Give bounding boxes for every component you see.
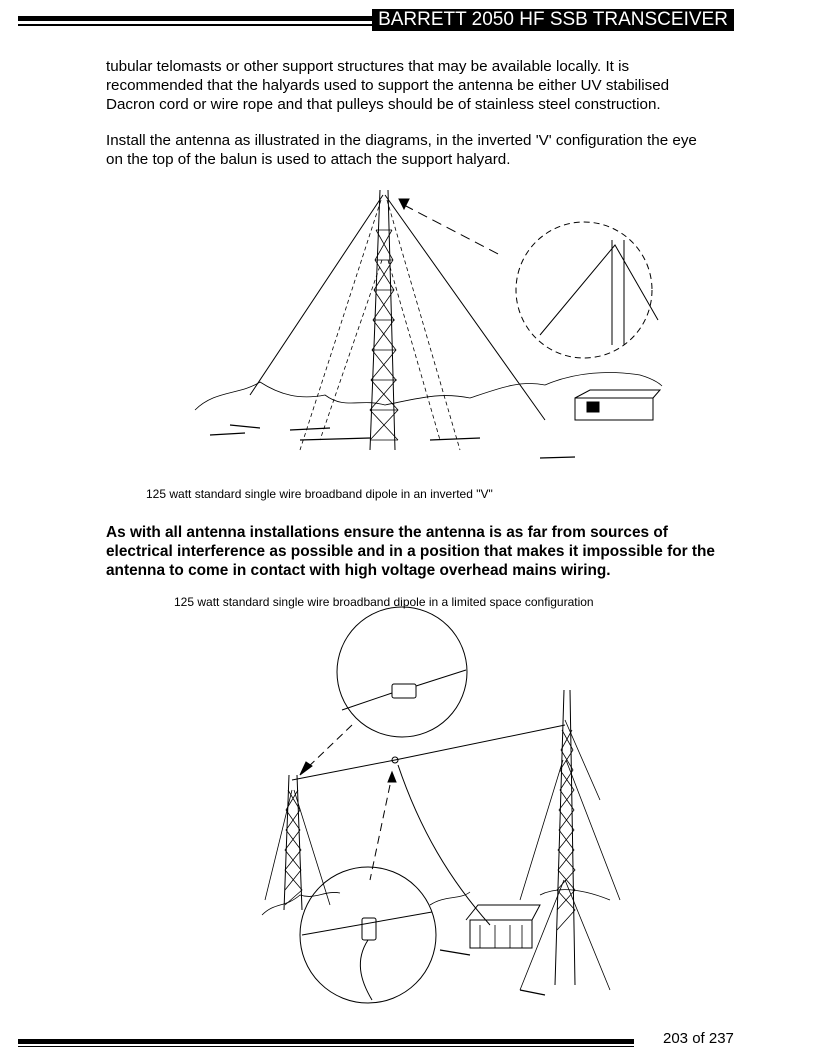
tower-left: [284, 775, 302, 910]
paragraph-install: Install the antenna as illustrated in the diagrams, in the inverted 'V' configuration the eye on the top of the balun is used to attach the support halyard.: [106, 132, 697, 168]
figure1-caption: 125 watt standard single wire broadband dipole in an inverted "V": [146, 487, 493, 501]
detail-circle-bottom: [300, 867, 436, 1003]
header-title: BARRETT 2050 HF SSB TRANSCEIVER: [372, 9, 734, 31]
pointer-arrow-top: [300, 762, 312, 775]
building-2: [470, 920, 532, 948]
footer-rule-thin: [18, 1046, 634, 1047]
figure2-caption: 125 watt standard single wire broadband dipole in a limited space configuration: [174, 595, 594, 609]
page-number: 203 of 237: [663, 1030, 734, 1047]
limited-space-drawing: [262, 607, 620, 1003]
paragraph-halyards: tubular telomasts or other support structures that may be available locally. It is recommended that the halyards used to support the antenna be either UV stabilised Dacron cord or wire rope and that pulleys should be of stainless steel construction.: [106, 58, 670, 113]
warning-paragraph: As with all antenna installations ensure the antenna is as far from sources of electrical interference as possible and in a position that makes it impossible for the antenna to come in contact with high voltage overhead mains wiring.: [106, 524, 715, 579]
pointer-arrow-feed: [388, 772, 396, 782]
detail-circle-top: [337, 607, 467, 737]
footer-rule: [18, 1039, 634, 1044]
